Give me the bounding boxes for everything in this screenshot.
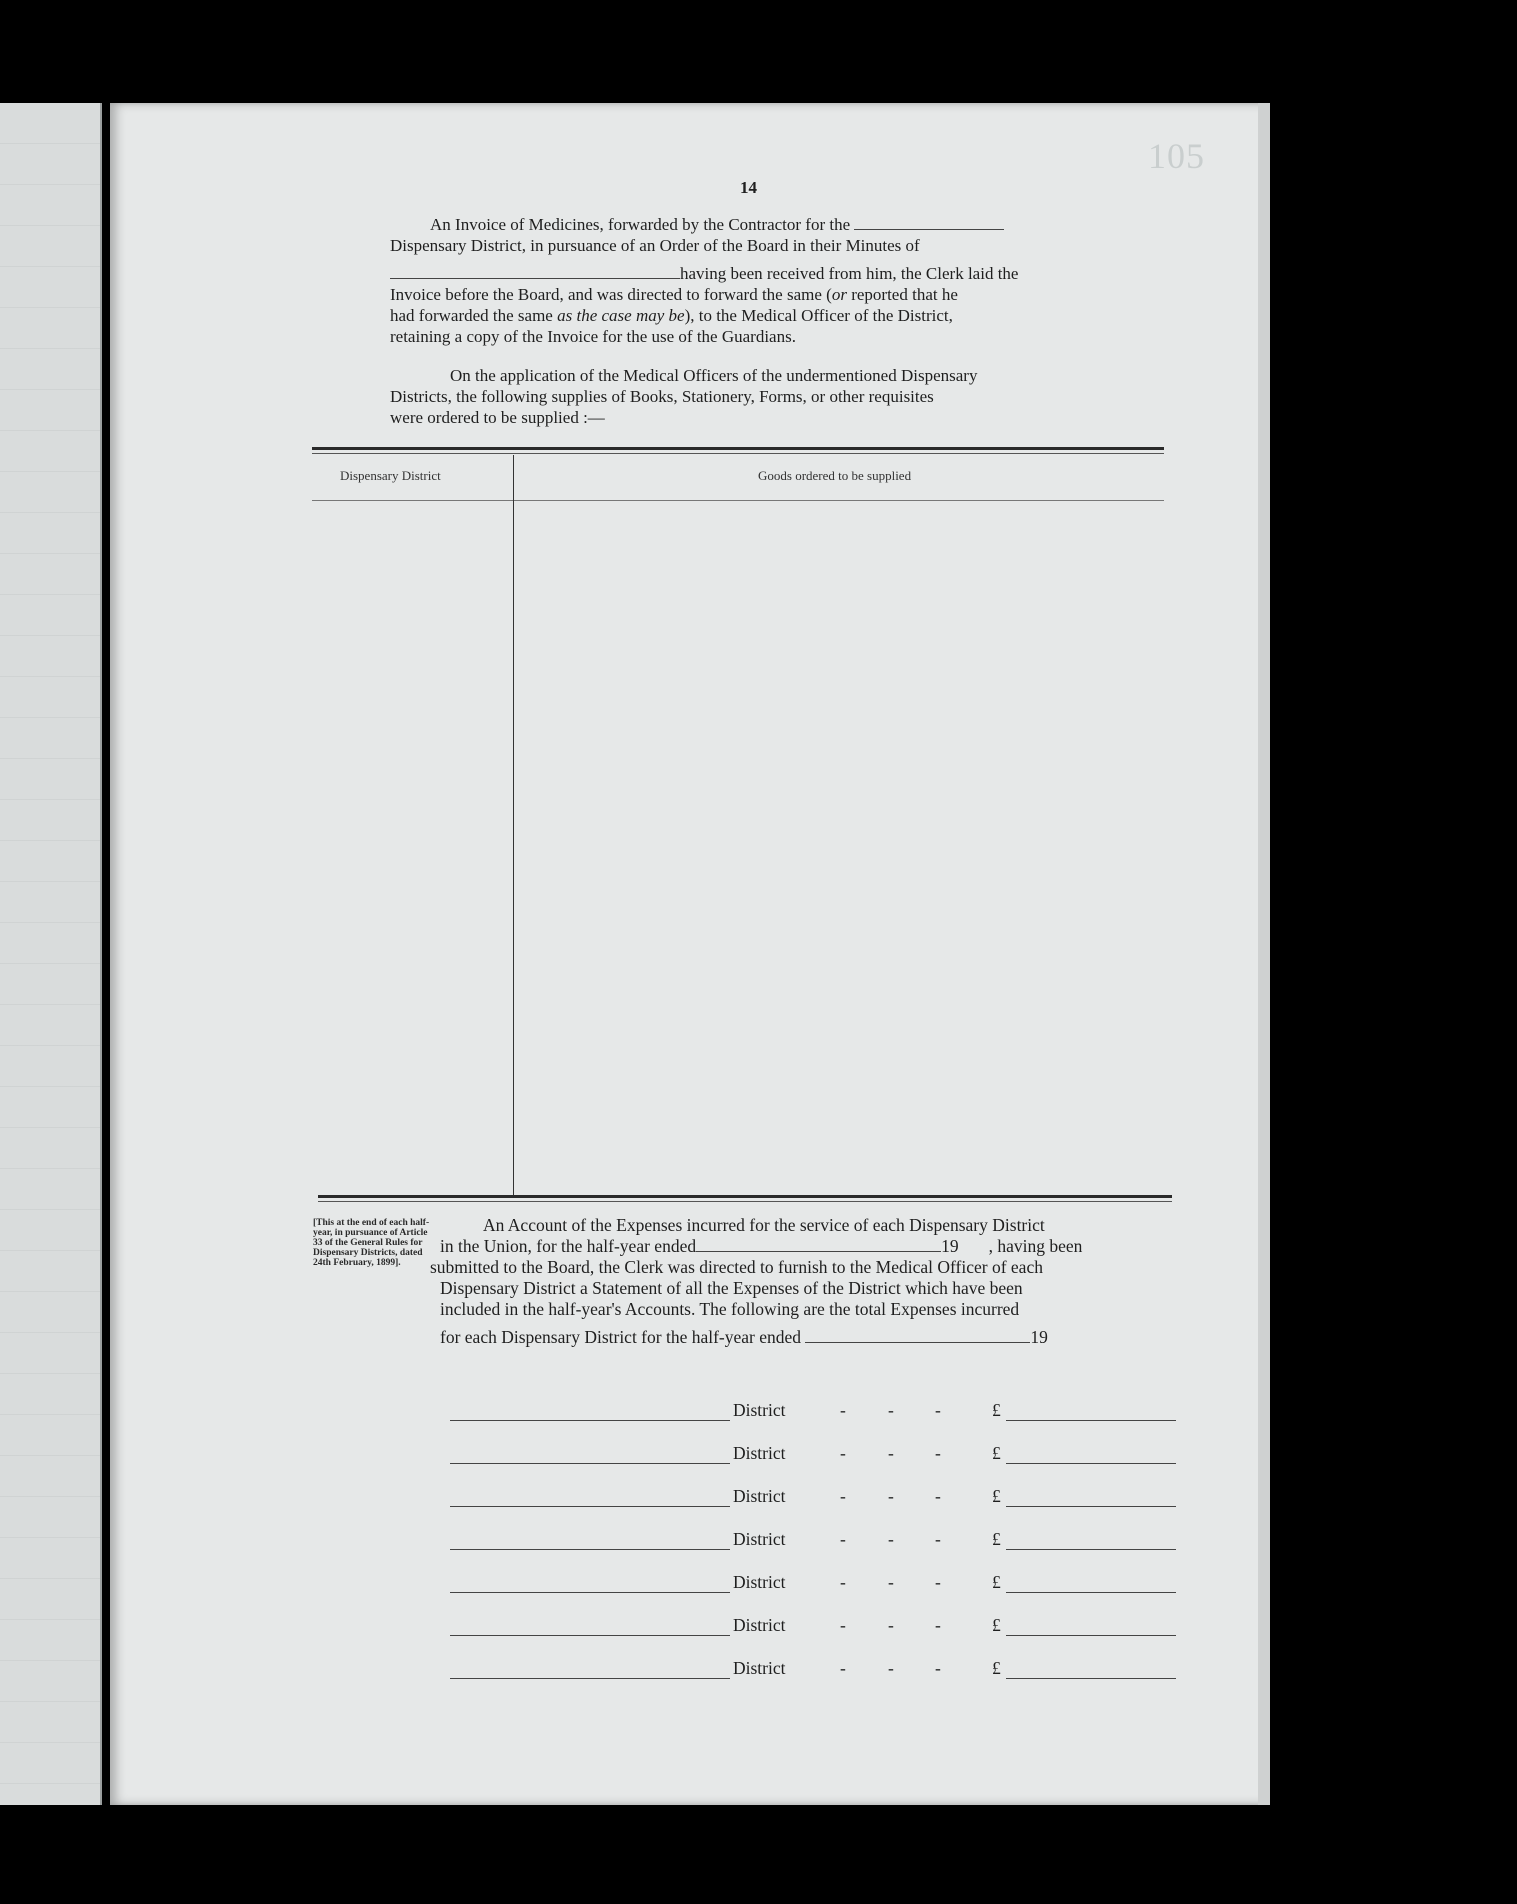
amount-blank[interactable]	[1006, 1463, 1176, 1464]
leader-dash: -	[888, 1443, 894, 1463]
invoice-line-5a: had forwarded the same	[390, 306, 558, 325]
amount-blank[interactable]	[1006, 1506, 1176, 1507]
account-line-3: submitted to the Board, the Clerk was directed to furnish to the Medical Officer of each	[430, 1257, 1043, 1277]
district-row	[450, 1441, 1175, 1471]
district-label: District	[733, 1486, 786, 1506]
pound-sign: £	[992, 1572, 1001, 1592]
pound-sign: £	[992, 1658, 1001, 1678]
half-year-blank-1[interactable]	[696, 1251, 941, 1252]
column-header-district: Dispensary District	[340, 468, 441, 483]
amount-blank[interactable]	[1006, 1678, 1176, 1679]
leader-dash: -	[840, 1400, 846, 1420]
leader-dash: -	[840, 1443, 846, 1463]
district-row	[450, 1613, 1175, 1643]
leader-dash: -	[935, 1443, 941, 1463]
district-label: District	[733, 1658, 786, 1678]
district-name-blank[interactable]	[450, 1463, 730, 1464]
district-label: District	[733, 1615, 786, 1635]
leader-dash: -	[840, 1486, 846, 1506]
district-name-blank[interactable]	[450, 1506, 730, 1507]
account-paragraph	[430, 1215, 1175, 1348]
account-line-2b: 19	[941, 1236, 959, 1256]
district-label: District	[733, 1529, 786, 1549]
minutes-blank[interactable]	[390, 278, 680, 279]
account-line-5: included in the half-year's Accounts. The following are the total Expenses incurred	[440, 1299, 1020, 1319]
invoice-line-6: retaining a copy of the Invoice for the use of the Guardians.	[390, 327, 796, 346]
leader-dash: -	[935, 1529, 941, 1549]
page-stamp: 105	[1148, 136, 1205, 176]
district-name-blank[interactable]	[450, 1592, 730, 1593]
invoice-line-1: An Invoice of Medicines, forwarded by the Contractor for the	[430, 215, 851, 234]
invoice-line-5b: ), to the Medical Officer of the District,	[684, 306, 953, 325]
page-number: 14	[740, 178, 757, 197]
district-row	[450, 1656, 1175, 1686]
table-bottom-rule-thin	[318, 1201, 1172, 1202]
pound-sign: £	[992, 1443, 1001, 1463]
district-name-blank[interactable]	[450, 1549, 730, 1550]
amount-blank[interactable]	[1006, 1592, 1176, 1593]
table-top-rule	[312, 447, 1164, 450]
leader-dash: -	[935, 1572, 941, 1592]
leader-dash: -	[888, 1529, 894, 1549]
leader-dash: -	[888, 1400, 894, 1420]
application-line-2: Districts, the following supplies of Books, Stationery, Forms, or other requisites	[390, 387, 934, 406]
amount-blank[interactable]	[1006, 1549, 1176, 1550]
leader-dash: -	[888, 1486, 894, 1506]
leader-dash: -	[888, 1615, 894, 1635]
pound-sign: £	[992, 1486, 1001, 1506]
invoice-line-3: having been received from him, the Clerk laid the	[680, 264, 1019, 283]
leader-dash: -	[935, 1486, 941, 1506]
application-paragraph	[390, 365, 1105, 428]
account-line-2c: , having been	[988, 1236, 1083, 1256]
application-line-3: were ordered to be supplied :—	[390, 408, 605, 427]
district-row	[450, 1484, 1175, 1514]
leader-dash: -	[840, 1658, 846, 1678]
table-top-rule-thin	[312, 453, 1164, 454]
pound-sign: £	[992, 1529, 1001, 1549]
district-label: District	[733, 1443, 786, 1463]
district-label: District	[733, 1572, 786, 1592]
column-header-goods: Goods ordered to be supplied	[758, 468, 912, 483]
invoice-paragraph	[390, 214, 1105, 347]
district-label: District	[733, 1400, 786, 1420]
district-name-blank[interactable]	[450, 1635, 730, 1636]
pound-sign: £	[992, 1400, 1001, 1420]
contractor-blank[interactable]	[854, 229, 1004, 230]
leader-dash: -	[840, 1572, 846, 1592]
application-line-1: On the application of the Medical Officers of the undermentioned Dispensary	[450, 366, 978, 385]
account-line-6b: 19	[1030, 1327, 1048, 1347]
leader-dash: -	[840, 1615, 846, 1635]
leader-dash: -	[935, 1658, 941, 1678]
leader-dash: -	[888, 1572, 894, 1592]
account-line-1: An Account of the Expenses incurred for the service of each Dispensary District	[483, 1215, 1045, 1235]
invoice-line-4a: Invoice before the Board, and was directed to forward the same (	[390, 285, 832, 304]
account-line-2a: in the Union, for the half-year ended	[440, 1236, 697, 1256]
table-bottom-rule	[318, 1195, 1172, 1198]
invoice-line-2: Dispensary District, in pursuance of an Order of the Board in their Minutes of	[390, 236, 920, 255]
district-name-blank[interactable]	[450, 1678, 730, 1679]
account-line-4: Dispensary District a Statement of all the Expenses of the District which have been	[440, 1278, 1023, 1298]
leader-dash: -	[840, 1529, 846, 1549]
facing-page-edge	[0, 103, 102, 1805]
leader-dash: -	[935, 1400, 941, 1420]
margin-note: [This at the end of each half-year, in pursuance of Article 33 of the General Rules for Dispensary Districts, dated 24th February, 1899].	[313, 1218, 430, 1268]
district-name-blank[interactable]	[450, 1420, 730, 1421]
account-line-6a: for each Dispensary District for the half-year ended	[440, 1327, 802, 1347]
invoice-line-5-italic: as the case may be	[557, 306, 685, 325]
half-year-blank-2[interactable]	[805, 1342, 1030, 1343]
district-row	[450, 1527, 1175, 1557]
pound-sign: £	[992, 1615, 1001, 1635]
amount-blank[interactable]	[1006, 1635, 1176, 1636]
page-edge	[1258, 103, 1270, 1805]
leader-dash: -	[935, 1615, 941, 1635]
amount-blank[interactable]	[1006, 1420, 1176, 1421]
table-column-divider	[513, 455, 514, 1195]
district-row	[450, 1398, 1175, 1428]
leader-dash: -	[888, 1658, 894, 1678]
invoice-line-4-italic: or	[831, 285, 847, 304]
invoice-line-4b: reported that he	[846, 285, 958, 304]
district-row	[450, 1570, 1175, 1600]
table-header-rule	[312, 500, 1164, 501]
